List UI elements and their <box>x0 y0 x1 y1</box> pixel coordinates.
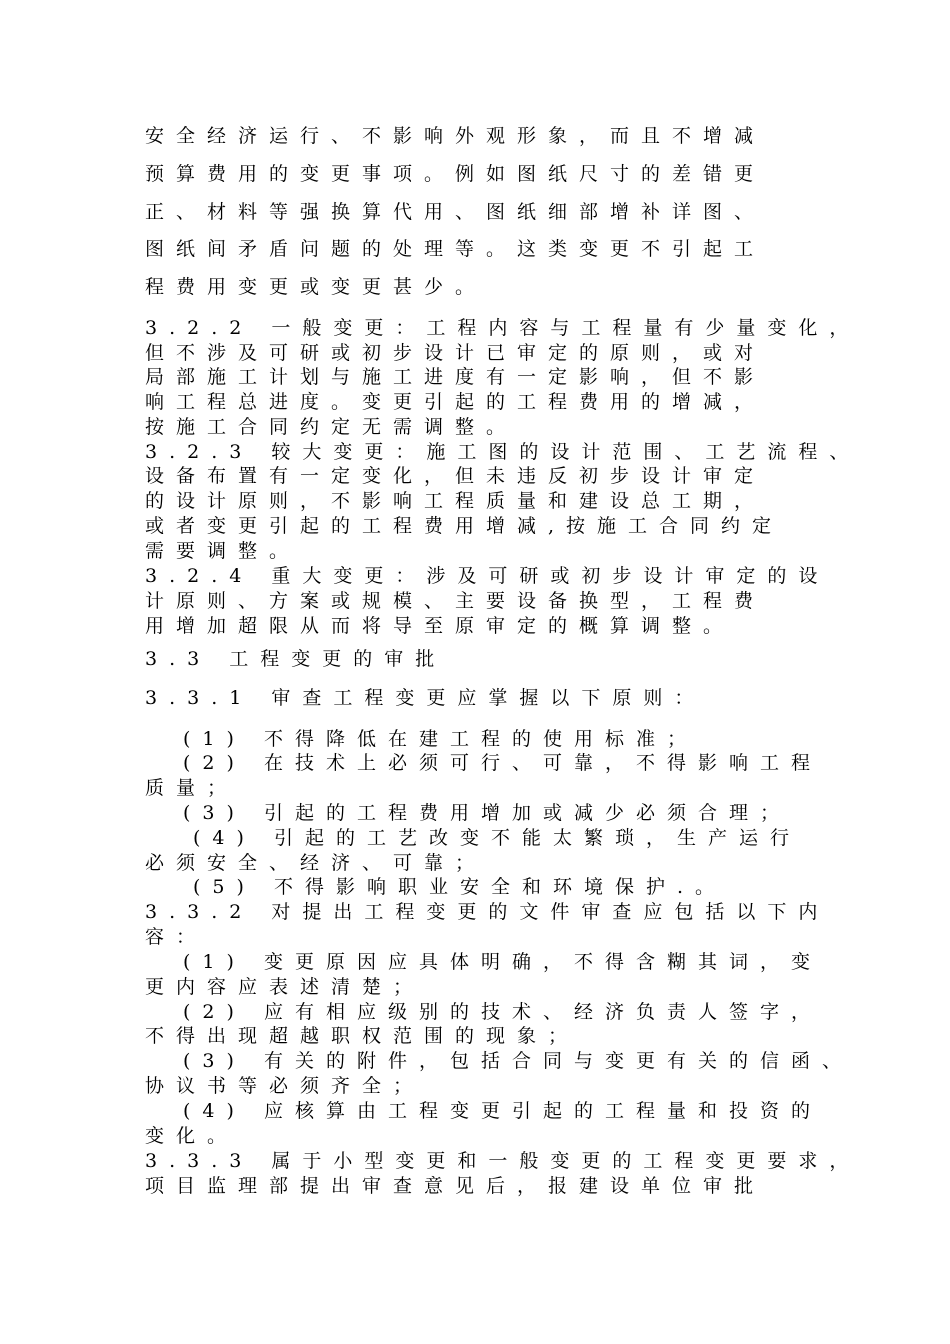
section-3-2-4: 3.2.4 重大变更：涉及可研或初步设计审定的设 <box>145 565 830 587</box>
text-line: 但不涉及可研或初步设计已审定的原则，或对 <box>145 342 766 364</box>
text-line: 预算费用的变更事项。例如图纸尺寸的差错更 <box>145 163 766 185</box>
list-item: (4) 应核算由工程变更引起的工程量和投资的 <box>183 1100 822 1122</box>
text-line: 程费用变更或变更甚少。 <box>145 276 487 298</box>
text-line: 按施工合同约定无需调整。 <box>145 416 518 438</box>
text-line: 设备布置有一定变化，但未违反初步设计审定 <box>145 465 766 487</box>
list-item: (1) 变更原因应具体明确，不得含糊其词，变 <box>183 951 822 973</box>
text-line: 必须安全、经济、可靠； <box>145 852 487 874</box>
list-item: (3) 引起的工程费用增加或减少必须合理； <box>183 802 791 824</box>
list-item: (4) 引起的工艺改变不能太繁琐，生产运行 <box>193 827 801 849</box>
text-line: 响工程总进度。变更引起的工程费用的增减， <box>145 391 766 413</box>
text-line: 项目监理部提出审查意见后，报建设单位审批 <box>145 1175 766 1197</box>
text-line: 的设计原则，不影响工程质量和建设总工期， <box>145 490 766 512</box>
text-line: 局部施工计划与施工进度有一定影响，但不影 <box>145 366 766 388</box>
text-line: 协议书等必须齐全； <box>145 1075 425 1097</box>
section-3-2-3: 3.2.3 较大变更：施工图的设计范围、工艺流程、 <box>145 441 861 463</box>
text-line: 容： <box>145 926 208 948</box>
text-line: 图纸间矛盾问题的处理等。这类变更不引起工 <box>145 238 766 260</box>
list-item: (3) 有关的附件，包括合同与变更有关的信函、 <box>183 1050 853 1072</box>
text-line: 正、材料等强换算代用、图纸细部增补详图、 <box>145 201 766 223</box>
list-item: (1) 不得降低在建工程的使用标准； <box>183 728 698 750</box>
list-item: (2) 在技术上必须可行、可靠，不得影响工程 <box>183 752 822 774</box>
text-line: 或者变更引起的工程费用增减,按施工合同约定 <box>145 515 784 537</box>
text-line: 需要调整。 <box>145 540 301 562</box>
text-line: 更内容应表述清楚； <box>145 976 425 998</box>
text-line: 计原则、方案或规模、主要设备换型，工程费 <box>145 590 766 612</box>
text-line: 用增加超限从而将导至原审定的概算调整。 <box>145 615 735 637</box>
section-3-3-2: 3.3.2 对提出工程变更的文件审查应包括以下内 <box>145 901 830 923</box>
text-line: 安全经济运行、不影响外观形象，而且不增减 <box>145 125 766 147</box>
section-3-2-2: 3.2.2 一般变更：工程内容与工程量有少量变化， <box>145 317 861 339</box>
section-3-3-3: 3.3.3 属于小型变更和一般变更的工程变更要求， <box>145 1150 861 1172</box>
text-line: 不得出现超越职权范围的现象； <box>145 1025 580 1047</box>
section-heading-3-3: 3.3 工程变更的审批 <box>145 648 447 670</box>
section-3-3-1: 3.3.1 审查工程变更应掌握以下原则： <box>145 687 706 709</box>
list-item: (5) 不得影响职业安全和环境保护.。 <box>193 876 726 898</box>
list-item: (2) 应有相应级别的技术、经济负责人签字， <box>183 1001 822 1023</box>
text-line: 变化。 <box>145 1125 239 1147</box>
text-line: 质量； <box>145 777 239 799</box>
